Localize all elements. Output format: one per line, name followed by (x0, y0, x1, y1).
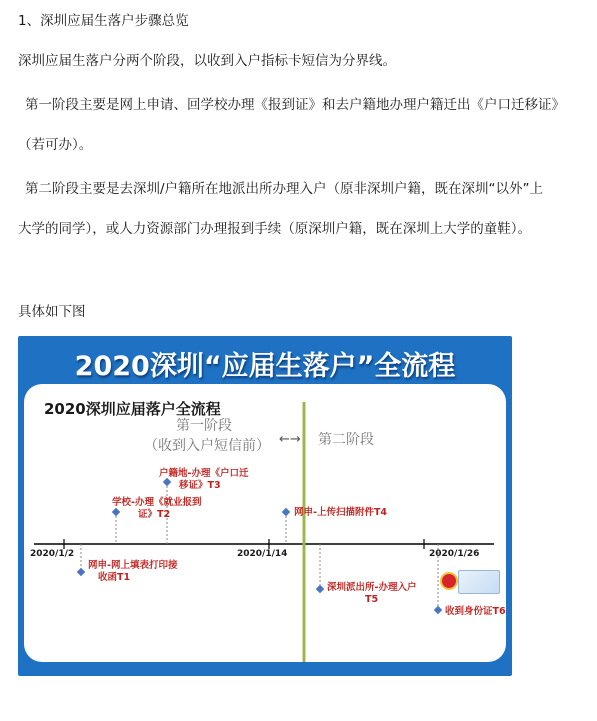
date-end: 2020/1/26 (429, 549, 480, 559)
id-card-icon (458, 570, 500, 594)
event-t4: 网申-上传扫描附件T4 (294, 507, 388, 518)
event-t1-line1: 网申-网上填表打印接 (88, 560, 178, 571)
intro-paragraph: 深圳应届生落户分两个阶段，以收到入户指标卡短信为分界线。 (18, 53, 396, 69)
phase2-description-line1: 第二阶段主要是去深圳/户籍所在地派出所办理入户（原非深圳户籍，既在深圳“以外”上 (25, 181, 544, 197)
event-t2-line1: 学校-办理《就业报到 (112, 497, 202, 508)
event-t3-line2: 移证》T3 (179, 480, 221, 491)
event-t1-line2: 收函T1 (98, 572, 131, 583)
event-t3-line1: 户籍地-办理《户口迁 (159, 468, 249, 479)
event-t5-line2: T5 (365, 594, 379, 605)
divider-arrow-icon: ←→ (279, 432, 301, 447)
phase2-description-line2: 大学的同学），或人力资源部门办理报到手续（原深圳户籍，既在深圳上大学的童鞋）。 (18, 221, 531, 237)
event-t5-line1: 深圳派出所-办理入户 (327, 582, 417, 593)
event-t1 (88, 560, 177, 584)
figure-banner-title: 2020深圳“应届生落户”全流程 (74, 351, 456, 382)
process-flow-figure (18, 336, 512, 676)
date-start: 2020/1/2 (30, 549, 75, 559)
phase1-label-line2: （收到入户短信前） (144, 438, 270, 454)
event-t6: 收到身份证T6 (445, 606, 506, 617)
event-t3 (159, 468, 248, 492)
event-t2-line2: 证》T2 (138, 509, 171, 520)
event-t2 (112, 497, 201, 521)
phase1-description-line1: 第一阶段主要是网上申请、回学校办理《报到证》和去户籍地办理户籍迁出《户口迁移证》 (25, 97, 565, 113)
timeline-graphics (24, 384, 506, 662)
section-heading: 1、深圳应届生落户步骤总览 (18, 13, 189, 29)
phase1-label-line1: 第一阶段 (176, 418, 232, 434)
phase2-label: 第二阶段 (318, 432, 374, 448)
national-emblem-icon (440, 572, 458, 590)
timeline-panel (24, 384, 506, 662)
event-t5 (327, 582, 416, 606)
panel-title: 2020深圳应届落户全流程 (44, 400, 221, 418)
phase1-description-line2: （若可办）。 (18, 137, 93, 153)
date-middle: 2020/1/14 (237, 549, 288, 559)
figure-caption: 具体如下图 (18, 304, 86, 320)
